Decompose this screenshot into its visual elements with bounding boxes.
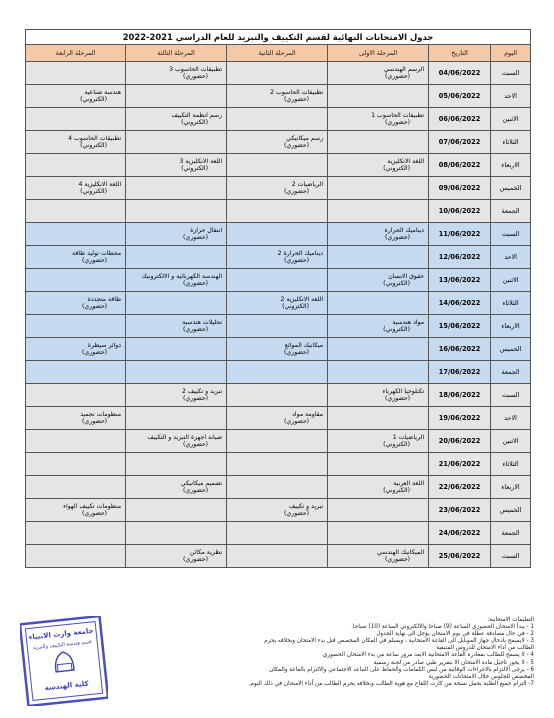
date-cell: 12/06/2022 [429, 246, 491, 269]
schedule-row [26, 246, 531, 269]
stage-3-exam-cell [126, 522, 227, 545]
stage-3-exam-cell [126, 430, 227, 453]
exam-mode: (حضوري) [183, 234, 209, 241]
stage-2-exam-cell [227, 292, 328, 315]
stage-4-exam-cell [26, 476, 126, 499]
date-cell: 06/06/2022 [429, 108, 491, 131]
stage-2-exam-cell [227, 108, 328, 131]
schedule-row [26, 62, 531, 85]
date-cell: 07/06/2022 [429, 131, 491, 154]
stage-1-exam-cell [328, 407, 429, 430]
exam-mode: (حضوري) [284, 349, 310, 356]
course-name: تطبيقات الحاسوب 3 [169, 66, 223, 73]
course-name: انتقال حرارة [190, 227, 223, 234]
stage-3-exam-cell [126, 407, 227, 430]
schedule-row [26, 292, 531, 315]
course-name: تطبيقات الحاسوب 1 [371, 112, 425, 119]
stage-2-exam-cell [227, 269, 328, 292]
date-cell: 17/06/2022 [429, 361, 491, 384]
date-cell: 21/06/2022 [429, 453, 491, 476]
stage-2-exam-cell [227, 177, 328, 200]
stage-1-exam-cell [328, 154, 429, 177]
instruction-item: الطالب من اداء الامتحان للدروس المتبقية [436, 645, 534, 652]
day-cell: الخميس [491, 338, 531, 361]
course-name: ديناميك الحرارة [384, 227, 425, 234]
exam-mode: (الكتروني) [80, 96, 108, 103]
day-cell: الخميس [491, 499, 531, 522]
stage-2-exam-cell [227, 246, 328, 269]
instruction-item: 6 - يرجى الالتزام بالاجراءات الوقائية من لبس الكمامات والحفاظ على التباعد الاجتماعي والالتزام بالقاعة والمكان [269, 666, 534, 673]
stage-3-exam-cell [126, 476, 227, 499]
course-name: تبريد و تكييف 2 [181, 388, 223, 395]
stage-1-exam-cell [328, 292, 429, 315]
course-name: ديناميك الحرارة 2 [277, 250, 324, 257]
exam-mode: (الكتروني) [383, 280, 411, 287]
header-row [26, 45, 531, 62]
course-name: الميكانيك الهندسي [377, 549, 425, 556]
stage-2-exam-cell [227, 131, 328, 154]
date-cell: 11/06/2022 [429, 223, 491, 246]
day-cell: الثلاثاء [491, 453, 531, 476]
stage-1-exam-cell [328, 315, 429, 338]
date-cell: 24/06/2022 [429, 522, 491, 545]
schedule-row [26, 545, 531, 568]
day-cell: الاحد [491, 85, 531, 108]
day-cell: الثلاثاء [491, 292, 531, 315]
stamp-line-department: قسم هندسة التكييف والتبريد [32, 639, 93, 652]
stage-4-exam-cell [26, 108, 126, 131]
instruction-item: 3 - لايسمح بادخال جهاز الموبايل الى القاعة الامتحانية ، ويسلم في المكان المخصص قبل بدء الامتحان وبخلافه يحرم [264, 638, 534, 645]
stage-3-exam-cell [126, 246, 227, 269]
schedule-row [26, 384, 531, 407]
header-stage-4: المرحلة الرابعة [26, 45, 126, 62]
day-cell: الاربعاء [491, 315, 531, 338]
course-name: محطات توليد طاقة [72, 250, 122, 257]
instruction-item: 5 - لا يجوز تاجيل مادة الامتحان الا بتقرير طبي صادر من لجنة رسمية [373, 659, 534, 666]
stage-4-exam-cell [26, 545, 126, 568]
date-cell: 09/06/2022 [429, 177, 491, 200]
stage-4-exam-cell [26, 407, 126, 430]
exam-mode: (حضوري) [183, 556, 209, 563]
stage-1-exam-cell [328, 131, 429, 154]
exam-mode: (حضوري) [385, 73, 411, 80]
stage-4-exam-cell [26, 246, 126, 269]
exam-mode: (حضوري) [385, 234, 411, 241]
schedule-row [26, 200, 531, 223]
exam-mode: (الكتروني) [181, 119, 209, 126]
exam-mode: (الكتروني) [80, 142, 108, 149]
day-cell: الاثنين [491, 108, 531, 131]
stage-3-exam-cell [126, 177, 227, 200]
exam-mode: (الكتروني) [181, 165, 209, 172]
schedule-row [26, 131, 531, 154]
header-date: التاريخ [429, 45, 491, 62]
stage-3-exam-cell [126, 338, 227, 361]
stage-2-exam-cell [227, 407, 328, 430]
course-name: مقاومة مواد [292, 411, 324, 418]
header-stage-1: المرحلة الاولى [328, 45, 429, 62]
schedule-row [26, 407, 531, 430]
instruction-item: 4 - لا يسمح للطالب بمغادرة القاعة الامتحانية الابعد مرور ساعة من بدء الامتحان الحضوري [322, 652, 534, 659]
schedule-row [26, 522, 531, 545]
stage-4-exam-cell [26, 131, 126, 154]
schedule-body [26, 62, 531, 568]
course-name: اللغة الانكليزية 2 [280, 296, 324, 303]
date-cell: 22/06/2022 [429, 476, 491, 499]
stage-3-exam-cell [126, 361, 227, 384]
exam-mode: (الكتروني) [383, 165, 411, 172]
day-cell: الاحد [491, 246, 531, 269]
date-cell: 10/06/2022 [429, 200, 491, 223]
schedule-row [26, 85, 531, 108]
exam-mode: (حضوري) [284, 188, 310, 195]
stage-2-exam-cell [227, 338, 328, 361]
stage-1-exam-cell [328, 338, 429, 361]
exam-mode: (حضوري) [82, 510, 108, 517]
header-day: اليوم [491, 45, 531, 62]
schedule-row [26, 154, 531, 177]
stage-3-exam-cell [126, 62, 227, 85]
stage-4-exam-cell [26, 62, 126, 85]
course-name: اللغة الانكليزية 3 [179, 158, 223, 165]
emblem-icon [54, 651, 74, 672]
stage-4-exam-cell [26, 315, 126, 338]
exam-mode: (حضوري) [284, 257, 310, 264]
stage-3-exam-cell [126, 200, 227, 223]
stage-4-exam-cell [26, 200, 126, 223]
stage-4-exam-cell [26, 430, 126, 453]
day-cell: الاربعاء [491, 476, 531, 499]
exam-mode: (حضوري) [82, 418, 108, 425]
date-cell: 18/06/2022 [429, 384, 491, 407]
schedule-row [26, 177, 531, 200]
exam-mode: (حضوري) [385, 119, 411, 126]
stage-3-exam-cell [126, 131, 227, 154]
stage-2-exam-cell [227, 430, 328, 453]
stage-1-exam-cell [328, 384, 429, 407]
stage-3-exam-cell [126, 223, 227, 246]
stage-4-exam-cell [26, 499, 126, 522]
stage-1-exam-cell [328, 499, 429, 522]
instruction-item: 7- التزام جميع الطلبة بحمل نسخة من كارت اللقاح مع هوية الطالب وبخلافه يحرم الطالب من أداء الامتحان في ذلك اليوم. [248, 680, 534, 687]
stage-3-exam-cell [126, 108, 227, 131]
course-name: منظومات تكييف الهواء [63, 503, 122, 510]
course-name: حقوق الانسان [388, 273, 425, 280]
course-name: ميكانيك الموائع [284, 342, 324, 349]
course-name: هندسة صناعية [84, 89, 122, 96]
stage-2-exam-cell [227, 200, 328, 223]
day-cell: الخميس [491, 177, 531, 200]
stage-1-exam-cell [328, 545, 429, 568]
date-cell: 04/06/2022 [429, 62, 491, 85]
stage-2-exam-cell [227, 315, 328, 338]
exam-mode: (حضوري) [183, 395, 209, 402]
stage-2-exam-cell [227, 499, 328, 522]
course-name: رسم ميكانيكي [286, 135, 324, 142]
instruction-item: المخصص للجلوس خلال الامتحانات الحضورية [428, 673, 534, 680]
schedule-frame [25, 29, 530, 568]
date-cell: 20/06/2022 [429, 430, 491, 453]
stamp-line-university: جامعة وارث الانبياء [28, 626, 94, 642]
date-cell: 15/06/2022 [429, 315, 491, 338]
stage-4-exam-cell [26, 177, 126, 200]
course-name: الرياضيات 1 [392, 434, 425, 441]
stage-1-exam-cell [328, 108, 429, 131]
day-cell: الجمعة [491, 361, 531, 384]
exam-mode: (حضوري) [385, 395, 411, 402]
stage-1-exam-cell [328, 522, 429, 545]
day-cell: الجمعة [491, 200, 531, 223]
day-cell: الجمعة [491, 522, 531, 545]
day-cell: السبت [491, 62, 531, 85]
stage-4-exam-cell [26, 361, 126, 384]
stage-1-exam-cell [328, 223, 429, 246]
stage-2-exam-cell [227, 154, 328, 177]
course-name: تصميم ميكانيكي [180, 480, 223, 487]
stage-1-exam-cell [328, 246, 429, 269]
stage-1-exam-cell [328, 430, 429, 453]
day-cell: الثلاثاء [491, 131, 531, 154]
exam-mode: (حضوري) [82, 257, 108, 264]
stage-2-exam-cell [227, 62, 328, 85]
stage-3-exam-cell [126, 315, 227, 338]
course-name: طاقة متجددة [87, 296, 122, 303]
schedule-row [26, 361, 531, 384]
stage-4-exam-cell [26, 85, 126, 108]
exam-mode: (حضوري) [82, 303, 108, 310]
day-cell: السبت [491, 223, 531, 246]
schedule-row [26, 453, 531, 476]
instructions-heading: التعليمات الامتحانية: [487, 617, 534, 623]
exam-mode: (حضوري) [284, 142, 310, 149]
stage-1-exam-cell [328, 200, 429, 223]
exam-mode: (الكتروني) [80, 188, 108, 195]
stage-1-exam-cell [328, 62, 429, 85]
exam-mode: (حضوري) [183, 73, 209, 80]
stage-4-exam-cell [26, 338, 126, 361]
course-name: تكنلوجيا الكهرباء [382, 388, 425, 395]
stage-4-exam-cell [26, 223, 126, 246]
date-cell: 08/06/2022 [429, 154, 491, 177]
course-name: اللغة العربية [393, 480, 425, 487]
stamp-line-college: كلية الهندسة [44, 679, 89, 693]
date-cell: 14/06/2022 [429, 292, 491, 315]
course-name: تطبيقات الحاسوب 4 [68, 135, 122, 142]
course-name: دوائر سيطرة [87, 342, 122, 349]
course-name: رسم انظمة التكييف [171, 112, 223, 119]
date-cell: 05/06/2022 [429, 85, 491, 108]
course-name: الرياضيات 2 [291, 181, 324, 188]
exam-mode: (الكتروني) [383, 441, 411, 448]
stage-3-exam-cell [126, 269, 227, 292]
day-cell: الاثنين [491, 430, 531, 453]
day-cell: الاربعاء [491, 154, 531, 177]
stage-4-exam-cell [26, 453, 126, 476]
exam-mode: (الكتروني) [383, 326, 411, 333]
exam-mode: (حضوري) [284, 96, 310, 103]
stage-1-exam-cell [328, 85, 429, 108]
course-name: تطبيقات الحاسوب 2 [270, 89, 324, 96]
stage-2-exam-cell [227, 476, 328, 499]
exam-mode: (حضوري) [183, 487, 209, 494]
date-cell: 23/06/2022 [429, 499, 491, 522]
stage-1-exam-cell [328, 361, 429, 384]
exam-instructions [232, 617, 534, 688]
schedule-row [26, 430, 531, 453]
course-name: تحليلات هندسية [182, 319, 223, 326]
instruction-item: 1 - يبدأ الامتحان الحضوري الساعة (9) صباحا والالكتروني الساعة (10) صباحا. [351, 624, 534, 631]
stage-2-exam-cell [227, 522, 328, 545]
course-name: مواد هندسية [392, 319, 425, 326]
exam-mode: (حضوري) [284, 418, 310, 425]
header-stage-2: المرحلة الثانية [227, 45, 328, 62]
stage-2-exam-cell [227, 361, 328, 384]
stage-4-exam-cell [26, 154, 126, 177]
day-cell: السبت [491, 545, 531, 568]
date-cell: 25/06/2022 [429, 545, 491, 568]
stage-1-exam-cell [328, 476, 429, 499]
stage-3-exam-cell [126, 85, 227, 108]
exam-mode: (حضوري) [284, 510, 310, 517]
stage-4-exam-cell [26, 269, 126, 292]
stage-1-exam-cell [328, 269, 429, 292]
course-name: منظومات تجميد [80, 411, 122, 418]
stage-1-exam-cell [328, 453, 429, 476]
day-cell: الاحد [491, 407, 531, 430]
exam-mode: (حضوري) [385, 556, 411, 563]
stage-3-exam-cell [126, 453, 227, 476]
schedule-row [26, 108, 531, 131]
stage-2-exam-cell [227, 223, 328, 246]
course-name: تبريد و تكييف [288, 503, 324, 510]
stage-4-exam-cell [26, 522, 126, 545]
stage-2-exam-cell [227, 453, 328, 476]
date-cell: 16/06/2022 [429, 338, 491, 361]
schedule-row [26, 499, 531, 522]
exam-mode: (حضوري) [183, 441, 209, 448]
course-name: صيانة اجهزة التبريد و التكييف [147, 434, 223, 441]
course-name: نظرية مكائن [189, 549, 223, 556]
page-title: جدول الامتحانات النهائية لقسم التكييف والتبريد للعام الدراسي 2021-2022 [26, 30, 531, 45]
stage-4-exam-cell [26, 292, 126, 315]
day-cell: السبت [491, 384, 531, 407]
date-cell: 13/06/2022 [429, 269, 491, 292]
schedule-row [26, 338, 531, 361]
day-cell: الاثنين [491, 269, 531, 292]
official-stamp [20, 616, 108, 706]
stage-3-exam-cell [126, 384, 227, 407]
exam-mode: (حضوري) [82, 349, 108, 356]
stage-3-exam-cell [126, 499, 227, 522]
exam-mode: (حضوري) [183, 326, 209, 333]
stage-3-exam-cell [126, 292, 227, 315]
schedule-row [26, 476, 531, 499]
exam-mode: (الكتروني) [282, 303, 310, 310]
course-name: الهندسة الكهربائية و الالكترونيك [141, 273, 223, 280]
stage-4-exam-cell [26, 384, 126, 407]
exam-schedule-table [25, 29, 531, 568]
date-cell: 19/06/2022 [429, 407, 491, 430]
course-name: اللغة الانكليزية [387, 158, 425, 165]
schedule-row [26, 223, 531, 246]
schedule-row [26, 315, 531, 338]
schedule-row [26, 269, 531, 292]
stage-2-exam-cell [227, 85, 328, 108]
exam-mode: (حضوري) [183, 280, 209, 287]
course-name: اللغة الانكليزية 4 [78, 181, 122, 188]
stage-3-exam-cell [126, 154, 227, 177]
exam-mode: (الكتروني) [383, 487, 411, 494]
course-name: الرسم الهندسي [383, 66, 425, 73]
stage-3-exam-cell [126, 545, 227, 568]
stage-2-exam-cell [227, 545, 328, 568]
stage-1-exam-cell [328, 177, 429, 200]
stage-2-exam-cell [227, 384, 328, 407]
header-stage-3: المرحلة الثالثة [126, 45, 227, 62]
instruction-item: 2 - في حال مصادفة عطلة في يوم الامتحان يؤجل الى نهاية الجدول [376, 631, 534, 638]
